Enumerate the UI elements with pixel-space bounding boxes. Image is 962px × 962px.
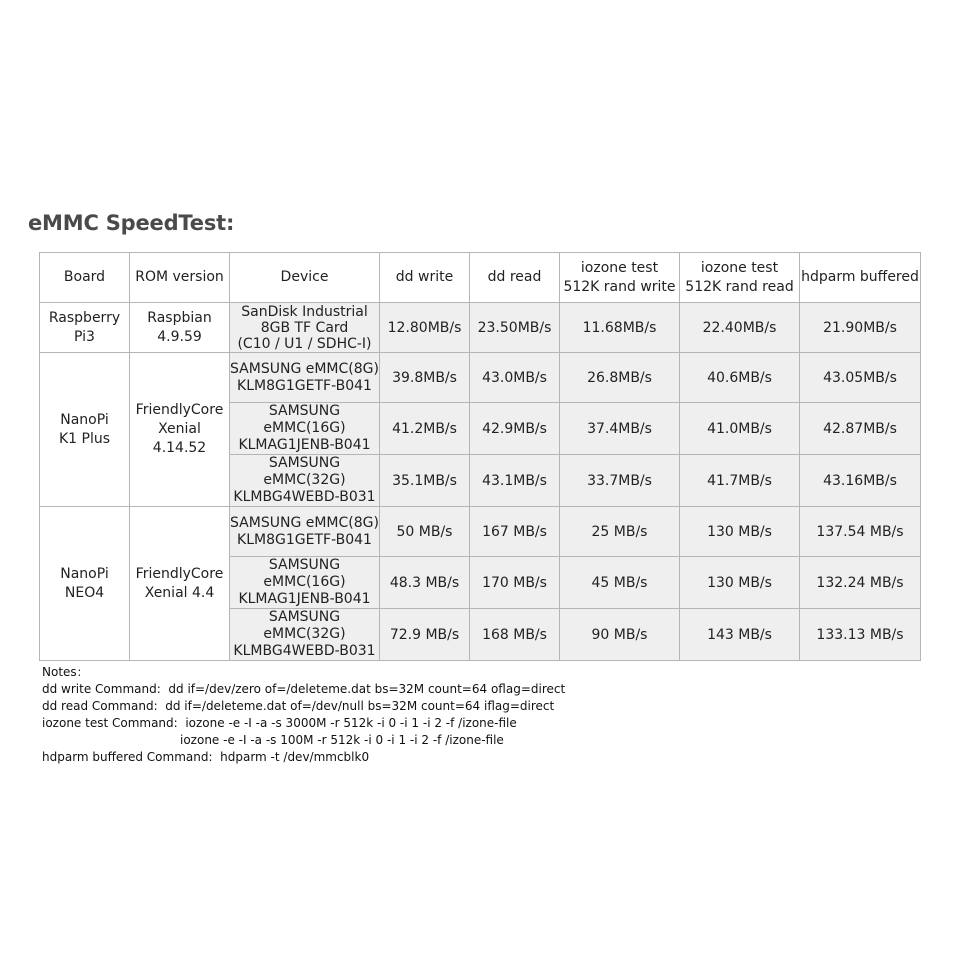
column-header-text: hdparm buffered bbox=[801, 269, 919, 285]
notes-section bbox=[42, 664, 565, 766]
note-label: hdparm buffered Command: bbox=[42, 750, 221, 764]
table-row bbox=[40, 353, 921, 403]
device-line: KLMBG4WEBD-B031 bbox=[233, 489, 376, 505]
hdparm-cell: 42.87MB/s bbox=[800, 403, 921, 455]
column-header bbox=[470, 253, 560, 303]
rom-version-line: FriendlyCore bbox=[135, 565, 224, 582]
device-cell bbox=[230, 303, 380, 353]
note-label: dd write Command: bbox=[42, 682, 169, 696]
note-command: dd if=/dev/zero of=/deleteme.dat bs=32M count=64 oflag=direct bbox=[168, 682, 566, 696]
column-header bbox=[560, 253, 680, 303]
dd-read-cell: 42.9MB/s bbox=[470, 403, 560, 455]
board-cell bbox=[40, 353, 130, 507]
column-header bbox=[230, 253, 380, 303]
rom-version-cell bbox=[130, 353, 230, 507]
dd-read-cell: 43.1MB/s bbox=[470, 455, 560, 507]
rom-version-line: 4.9.59 bbox=[157, 328, 202, 345]
device-line: SAMSUNG eMMC(32G) bbox=[263, 609, 346, 642]
table-body bbox=[40, 303, 921, 661]
column-header bbox=[380, 253, 470, 303]
board-name-line: Raspberry bbox=[48, 309, 121, 326]
page-title: eMMC SpeedTest: bbox=[28, 211, 235, 235]
device-line: SAMSUNG eMMC(8G) bbox=[230, 514, 379, 531]
board-cell bbox=[40, 507, 130, 661]
column-header bbox=[40, 253, 130, 303]
device-line: (C10 / U1 / SDHC-I) bbox=[237, 335, 372, 352]
board-cell bbox=[40, 303, 130, 353]
board-name-line: NEO4 bbox=[64, 584, 105, 601]
hdparm-cell: 43.05MB/s bbox=[800, 353, 921, 403]
dd-read-cell: 170 MB/s bbox=[470, 557, 560, 609]
iozone-read-cell: 41.0MB/s bbox=[680, 403, 800, 455]
dd-read-cell: 43.0MB/s bbox=[470, 353, 560, 403]
board-name-line: NanoPi bbox=[60, 565, 109, 582]
note-line bbox=[42, 715, 565, 732]
device-line: KLMAG1JENB-B041 bbox=[238, 591, 371, 607]
dd-write-cell: 35.1MB/s bbox=[380, 455, 470, 507]
column-header-text: ROM version bbox=[135, 269, 224, 285]
device-line: KLM8G1GETF-B041 bbox=[237, 531, 372, 548]
device-cell bbox=[230, 609, 380, 661]
device-line: KLMAG1JENB-B041 bbox=[238, 437, 371, 453]
note-line bbox=[42, 698, 565, 715]
column-header-text: 512K rand read bbox=[685, 278, 794, 295]
dd-write-cell: 72.9 MB/s bbox=[380, 609, 470, 661]
note-label: dd read Command: bbox=[42, 699, 166, 713]
note-label: iozone test Command: bbox=[42, 716, 186, 730]
dd-write-cell: 39.8MB/s bbox=[380, 353, 470, 403]
hdparm-cell: 21.90MB/s bbox=[800, 303, 921, 353]
note-line bbox=[42, 749, 565, 766]
iozone-read-cell: 40.6MB/s bbox=[680, 353, 800, 403]
iozone-write-cell: 90 MB/s bbox=[560, 609, 680, 661]
board-name-line: NanoPi bbox=[60, 411, 109, 428]
dd-write-cell: 41.2MB/s bbox=[380, 403, 470, 455]
device-line: KLMBG4WEBD-B031 bbox=[233, 643, 376, 659]
note-line bbox=[42, 681, 565, 698]
dd-write-cell: 50 MB/s bbox=[380, 507, 470, 557]
column-header-text: iozone test bbox=[700, 259, 779, 276]
device-cell bbox=[230, 557, 380, 609]
column-header-text: dd write bbox=[395, 269, 454, 285]
column-header-text: Board bbox=[63, 269, 106, 285]
iozone-write-cell: 33.7MB/s bbox=[560, 455, 680, 507]
column-header-text: iozone test bbox=[580, 259, 659, 276]
table-row bbox=[40, 507, 921, 557]
table-header-row bbox=[40, 253, 921, 303]
board-name-line: Pi3 bbox=[74, 328, 95, 345]
device-line: SAMSUNG eMMC(8G) bbox=[230, 360, 379, 377]
rom-version-cell bbox=[130, 303, 230, 353]
iozone-write-cell: 26.8MB/s bbox=[560, 353, 680, 403]
column-header bbox=[800, 253, 921, 303]
device-line: KLM8G1GETF-B041 bbox=[237, 377, 372, 394]
device-cell bbox=[230, 507, 380, 557]
dd-read-cell: 168 MB/s bbox=[470, 609, 560, 661]
iozone-write-cell: 37.4MB/s bbox=[560, 403, 680, 455]
dd-read-cell: 167 MB/s bbox=[470, 507, 560, 557]
iozone-read-cell: 130 MB/s bbox=[680, 557, 800, 609]
dd-write-cell: 48.3 MB/s bbox=[380, 557, 470, 609]
column-header-text: 512K rand write bbox=[563, 278, 676, 295]
board-name-line: K1 Plus bbox=[58, 430, 111, 447]
note-command: hdparm -t /dev/mmcblk0 bbox=[220, 750, 370, 764]
iozone-write-cell: 45 MB/s bbox=[560, 557, 680, 609]
column-header-text: dd read bbox=[487, 269, 542, 285]
column-header bbox=[680, 253, 800, 303]
device-line: SAMSUNG eMMC(16G) bbox=[263, 557, 346, 590]
note-command: iozone -e -I -a -s 3000M -r 512k -i 0 -i 1 -i 2 -f /izone-file bbox=[185, 716, 517, 730]
note-command: dd if=/deleteme.dat of=/dev/null bs=32M count=64 iflag=direct bbox=[165, 699, 555, 713]
speedtest-table bbox=[39, 252, 921, 661]
rom-version-line: Raspbian bbox=[147, 309, 212, 326]
notes-lines bbox=[42, 681, 565, 766]
hdparm-cell: 132.24 MB/s bbox=[800, 557, 921, 609]
iozone-write-cell: 11.68MB/s bbox=[560, 303, 680, 353]
iozone-read-cell: 143 MB/s bbox=[680, 609, 800, 661]
device-cell bbox=[230, 403, 380, 455]
device-line: SanDisk Industrial bbox=[241, 303, 368, 320]
device-line: 8GB TF Card bbox=[260, 319, 349, 336]
rom-version-line: Xenial 4.4 bbox=[144, 584, 215, 601]
note-command: iozone -e -I -a -s 100M -r 512k -i 0 -i 1 -i 2 -f /izone-file bbox=[180, 733, 504, 747]
device-line: SAMSUNG eMMC(16G) bbox=[263, 403, 346, 436]
rom-version-cell bbox=[130, 507, 230, 661]
hdparm-cell: 133.13 MB/s bbox=[800, 609, 921, 661]
dd-write-cell: 12.80MB/s bbox=[380, 303, 470, 353]
dd-read-cell: 23.50MB/s bbox=[470, 303, 560, 353]
iozone-read-cell: 22.40MB/s bbox=[680, 303, 800, 353]
rom-version-line: FriendlyCore bbox=[135, 402, 224, 418]
device-cell bbox=[230, 455, 380, 507]
column-header-text: Device bbox=[280, 269, 329, 285]
device-line: SAMSUNG eMMC(32G) bbox=[263, 455, 346, 488]
device-cell bbox=[230, 353, 380, 403]
iozone-read-cell: 130 MB/s bbox=[680, 507, 800, 557]
hdparm-cell: 137.54 MB/s bbox=[800, 507, 921, 557]
hdparm-cell: 43.16MB/s bbox=[800, 455, 921, 507]
iozone-read-cell: 41.7MB/s bbox=[680, 455, 800, 507]
table-row bbox=[40, 303, 921, 353]
notes-heading: Notes： bbox=[42, 665, 89, 679]
note-line bbox=[42, 732, 565, 749]
rom-version-line: Xenial 4.14.52 bbox=[152, 421, 207, 456]
iozone-write-cell: 25 MB/s bbox=[560, 507, 680, 557]
column-header bbox=[130, 253, 230, 303]
